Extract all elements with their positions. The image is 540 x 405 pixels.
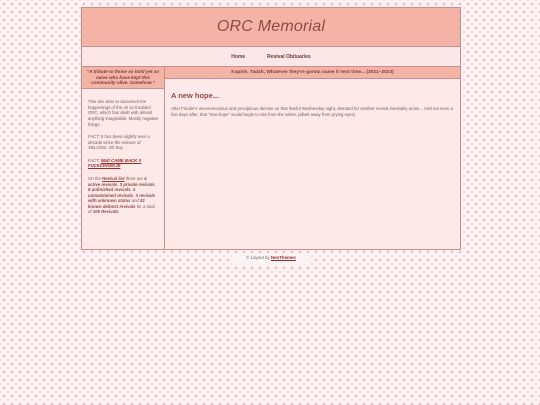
- sidebar-stats: [88, 176, 159, 215]
- stat-unmaintained: 4 unmaintained revivals: [88, 187, 136, 198]
- stat-total: 105 Revivals: [92, 209, 119, 215]
- sidebar-about: This site aims to document the happenings of the oh so troubled ORC, which has dealt with almost anything imaginable. Mostly negative things.: [88, 99, 159, 127]
- sidebar-body: [82, 89, 164, 215]
- neothemes-link[interactable]: NeoThemes: [270, 255, 296, 260]
- stat-defunct: 81 known defunct revivals: [88, 198, 145, 209]
- stat-private: 3 private revivals: [119, 181, 155, 187]
- main-content: [165, 67, 460, 249]
- footer-credit: [232, 253, 310, 265]
- nav-home[interactable]: Home: [231, 53, 246, 60]
- nav-revival-obituaries[interactable]: Revival Obituaries: [267, 53, 311, 60]
- page-container: [81, 7, 461, 250]
- fact-2-link[interactable]: Matt CAME BACK !! FUCKCKKEKJE: [88, 157, 142, 169]
- stats-text: ,: [130, 187, 133, 193]
- top-nav: [82, 47, 460, 67]
- sidebar-tagline: "A tribute to those so bold yet so naive who have kept this community alive. Somehow.": [82, 67, 164, 89]
- revival-list-link[interactable]: Revival list: [102, 175, 125, 181]
- stats-text: there are: [124, 175, 145, 181]
- sidebar-fact-1: FACT: It has been slightly over a decade since the release of XBL/JOm. Oh boy.: [88, 134, 150, 151]
- stats-text: ,: [117, 181, 120, 187]
- stats-text: ,: [154, 181, 156, 187]
- content-columns: [82, 67, 460, 249]
- main-header: Kapish, Tadah, Whatever they're gonna name it next time... (2021~2023): [165, 67, 460, 79]
- site-title: ORC Memorial: [216, 18, 326, 35]
- stats-text: ,: [133, 192, 136, 198]
- footer-prefix: © Layout by: [246, 255, 271, 260]
- sidebar: [82, 67, 165, 249]
- stat-unknown: 3 revivals with unknown status: [88, 192, 156, 204]
- stat-unfinished: 8 unfinished revivals: [88, 187, 131, 193]
- sidebar-fact-2: [88, 158, 159, 169]
- stats-text: On the: [88, 175, 103, 181]
- post-body: After Finobe's unceremonious and precipitous demise on that fateful Wednesday night, demand for another revival inevitably arose... And not even a few days after, that "new hope" would begin to rise from the ashes (albeit away from prying eyes): [171, 106, 453, 117]
- site-banner: [82, 8, 460, 47]
- stats-text: and: [130, 198, 141, 204]
- fact-2-prefix: FACT:: [88, 157, 101, 163]
- stats-text: for a total of: [88, 203, 155, 215]
- post-heading: A new hope...: [171, 91, 220, 100]
- stat-active: 4 active revivals: [88, 175, 147, 187]
